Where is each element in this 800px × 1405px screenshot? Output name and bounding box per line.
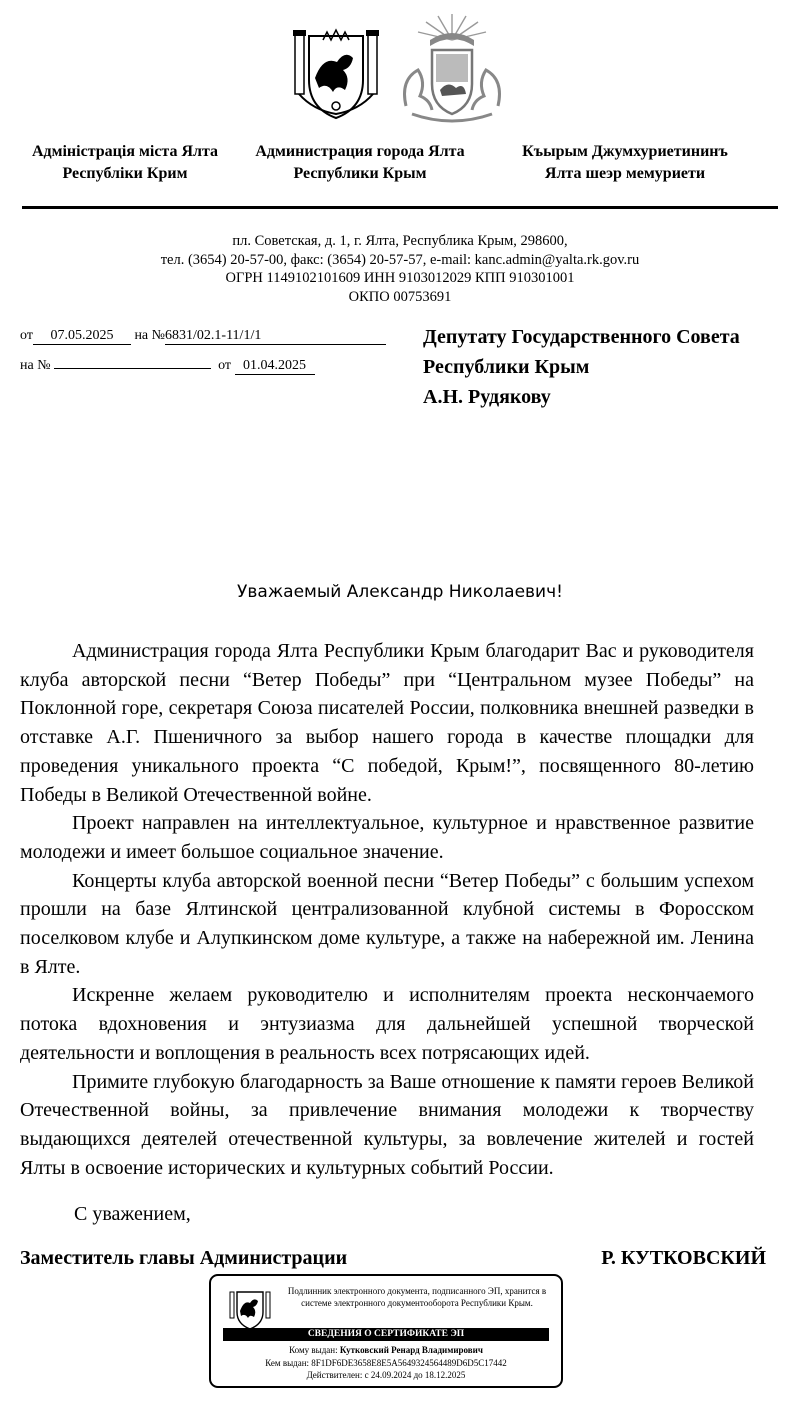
incoming-reference: на № от 01.04.2025 xyxy=(20,357,315,375)
stamp-note: Подлинник электронного документа, подписанного ЭП, хранится в системе электронного документооборота Республики Крым. xyxy=(287,1286,547,1308)
certificate-holder: Кутковский Ренард Владимирович xyxy=(339,1345,483,1355)
body-paragraph: Концерты клуба авторской военной песни “Ветер Победы” с большим успехом прошли на базе Ялтинской централизованной клубной системы в Форосском поселковом клубе и Алупкинском доме культуре, а также на набережной им. Ленина в Ялте. xyxy=(20,869,754,978)
body-paragraph: Администрация города Ялта Республики Крым благодарит Вас и руководителя клуба авторской песни “Ветер Победы” при “Центральном музее Победы” на Поклонной горе, секретаря Союза писателей России, полковника внешней разведки в отставке А.Г. Пшеничного за выбор нашего города в качестве площадки для проведения уникального проекта “С победой, Крым!”, посвященного 80-летию Победы в Великой Отечественной войне. xyxy=(20,640,754,806)
outgoing-number: 6831/02.1-11/1/1 xyxy=(165,328,386,345)
outgoing-reference: от 07.05.2025 на №6831/02.1-11/1/1 xyxy=(20,327,386,345)
contacts-address: пл. Советская, д. 1, г. Ялта, Республика Крым, 298600, xyxy=(232,233,568,249)
header-org-ct: Къырым Джумхуриетининъ Ялта шеэр мемуриети xyxy=(522,143,728,182)
contacts-phones: тел. (3654) 20-57-00, факс: (3654) 20-57-57, e-mail: kanc.admin@yalta.rk.gov.ru xyxy=(160,251,640,268)
incoming-date: 01.04.2025 xyxy=(235,358,315,375)
body-paragraph: Проект направлен на интеллектуальное, культурное и нравственное развитие молодежи и имеет большое социальное значение. xyxy=(20,812,754,863)
emblems xyxy=(0,8,800,123)
yalta-coat-of-arms-icon xyxy=(398,10,506,126)
body-paragraph: Искренне желаем руководителю и исполнителям проекта нескончаемого потока вдохновения и энтузиазма для дальнейшей успешной творческой деятельности и воплощения в реальность всех потрясающих идей. xyxy=(20,984,754,1064)
contacts-registry: ОГРН 1149102101609 ИНН 9103012029 КПП 910301001 xyxy=(225,270,575,286)
certificate-validity: с 24.09.2024 до 18.12.2025 xyxy=(364,1370,466,1380)
closing: С уважением, xyxy=(74,1203,191,1225)
stamp-details: Кому выдан: Кутковский Ренард Владимирович Кем выдан: 8F1DF6DE3658E8E5A5649324564489D6D5C17442 Действителен: с 24.09.2024 до 18.12.2025 xyxy=(265,1345,507,1380)
stamp-heading: СВЕДЕНИЯ О СЕРТИФИКАТЕ ЭП xyxy=(223,1328,549,1341)
incoming-number xyxy=(54,368,211,369)
signatory-name: Р. КУТКОВСКИЙ xyxy=(601,1247,766,1269)
addressee: Депутату Государственного Совета Республики Крым А.Н. Рудякову xyxy=(423,326,740,408)
body-paragraph: Примите глубокую благодарность за Ваше отношение к памяти героев Великой Отечественной войны, за привлечение внимания молодежи к творчеству выдающихся деятелей отечественной культуры, за вовлечение жителей и гостей Ялты в освоение исторических и культурных событий России. xyxy=(20,1070,754,1179)
outgoing-date: 07.05.2025 xyxy=(33,328,131,345)
crimea-emblem-icon xyxy=(229,1288,271,1330)
header-org-ua: Адміністрація міста Ялта Республіки Крим xyxy=(31,143,219,182)
header-org-ru: Администрация города Ялта Республики Крым xyxy=(255,143,465,182)
salutation: Уважаемый Александр Николаевич! xyxy=(237,582,563,602)
signatory-title: Заместитель главы Администрации xyxy=(20,1247,348,1269)
contacts-okpo: ОКПО 00753691 xyxy=(348,288,452,305)
letter-body xyxy=(20,637,754,1182)
header-divider xyxy=(22,206,778,209)
crimea-coat-of-arms-icon xyxy=(293,28,379,120)
certificate-serial: 8F1DF6DE3658E8E5A5649324564489D6D5C17442 xyxy=(311,1357,507,1368)
electronic-signature-stamp xyxy=(209,1274,563,1388)
contacts-block xyxy=(80,232,720,306)
